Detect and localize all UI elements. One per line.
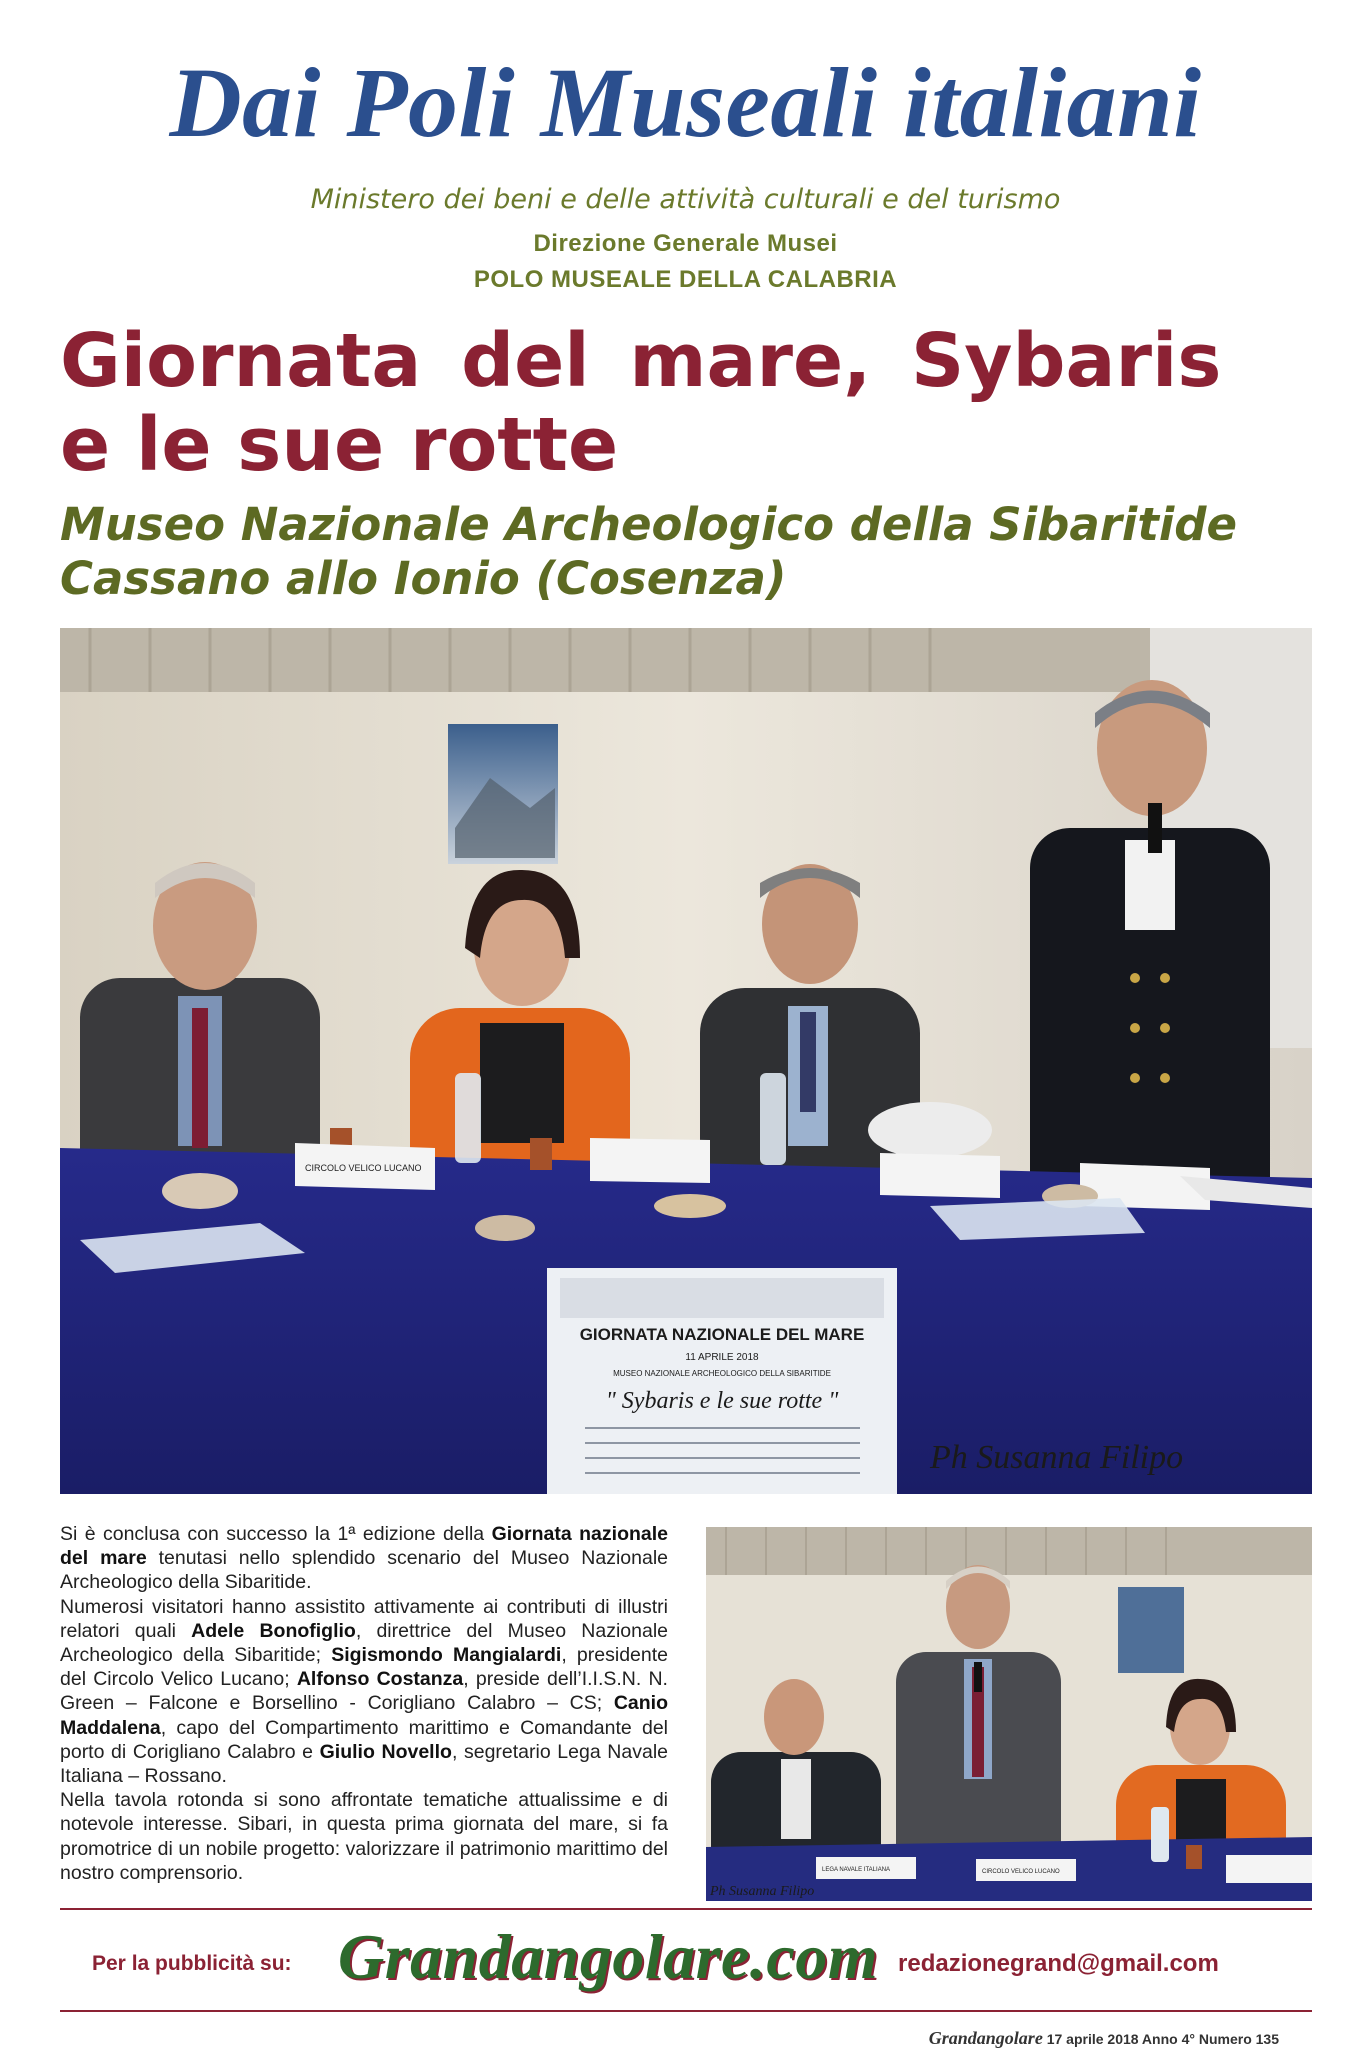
footer-issue (929, 2028, 1279, 2049)
polo-line: POLO MUSEALE DELLA CALABRIA (473, 266, 898, 293)
body-text-span: , presidente del Circolo Velico Lucano; (60, 1644, 668, 1691)
poster-event-title: " Sybaris e le sue rotte " (605, 1388, 839, 1414)
masthead-title: Dai Poli Museali italiani (169, 47, 1202, 158)
divider-bottom (60, 2010, 1312, 2012)
article-body (60, 1522, 668, 1885)
poster-date: 11 APRILE 2018 (685, 1352, 759, 1363)
advertising-label: Per la pubblicità su: (92, 1952, 292, 1975)
footer-publication-name: Grandangolare (928, 2028, 1043, 2048)
body-text-span: Si è conclusa con successo la 1ª edizione della (60, 1523, 492, 1545)
body-text-span: tenutasi nello splendido scenario del Museo Nazionale Archeologico della Sibaritide. (60, 1547, 668, 1594)
small-name-card-2: CIRCOLO VELICO LUCANO (982, 1869, 1060, 1875)
divider-top (60, 1908, 1312, 1910)
small-photo-credit: Ph Susanna Filipo (710, 1884, 815, 1899)
brand-logo[interactable]: Grandangolare.com (338, 1921, 879, 1992)
body-text-span: Numerosi visitatori hanno assistito attivamente ai contributi di illustri relatori quali (60, 1595, 668, 1642)
speaker-name: Canio Maddalena (60, 1692, 668, 1739)
poster-museum: MUSEO NAZIONALE ARCHEOLOGICO DELLA SIBARITIDE (613, 1369, 831, 1378)
name-card-1: CIRCOLO VELICO LUCANO (305, 1163, 422, 1173)
speaker-name: Alfonso Costanza (296, 1668, 464, 1691)
ministry-line: Ministero dei beni e delle attività culturali e del turismo (310, 184, 1061, 215)
body-paragraph-1 (60, 1522, 668, 1595)
body-text-span: , direttrice del Museo Nazionale Archeologico della Sibaritide; (60, 1619, 669, 1667)
contact-email[interactable]: redazionegrand@gmail.com (898, 1950, 1219, 1977)
photo-credit: Ph Susanna Filipo (930, 1439, 1184, 1476)
speaker-name: Adele Bonofiglio (191, 1619, 356, 1642)
body-paragraph-2 (60, 1595, 668, 1789)
article-subtitle-line-2: Cassano allo Ionio (Cosenza) (60, 552, 787, 605)
body-text-span: , segretario Lega Navale Italiana – Rossano. (60, 1740, 668, 1788)
footer-issue-details: 17 aprile 2018 Anno 4° Numero 135 (1046, 2031, 1279, 2047)
small-name-card-1: LEGA NAVALE ITALIANA (822, 1867, 891, 1873)
direction-line: Direzione Generale Musei (533, 230, 838, 257)
event-name: Giornata nazionale del mare (60, 1523, 668, 1570)
body-text-span: , preside dell’I.I.S.N. N. Green – Falcone e Borsellino - Corigliano Calabro – CS; (60, 1668, 668, 1715)
body-text-span: , capo del Compartimento marittimo e Comandante del porto di Corigliano Calabro e (60, 1716, 668, 1763)
speaker-name: Sigismondo Mangialardi (331, 1644, 562, 1667)
article-title-line-2: e le sue rotte (60, 402, 619, 488)
main-event-photo (60, 628, 1312, 1494)
article-subtitle-line-1: Museo Nazionale Archeologico della Sibaritide (60, 498, 1237, 551)
article-title-line-1: Giornata del mare, Sybaris (60, 318, 1222, 404)
secondary-event-photo (706, 1527, 1312, 1901)
body-paragraph-3: Nella tavola rotonda si sono affrontate tematiche attualissime e di notevole interesse. Sibari, in questa prima giornata del mare, si fa promotrice di un nobile progetto: valorizzare il patrimonio marittimo del nostro comprensorio. (60, 1789, 668, 1884)
poster-title: GIORNATA NAZIONALE DEL MARE (579, 1325, 865, 1344)
speaker-name: Giulio Novello (319, 1740, 452, 1763)
